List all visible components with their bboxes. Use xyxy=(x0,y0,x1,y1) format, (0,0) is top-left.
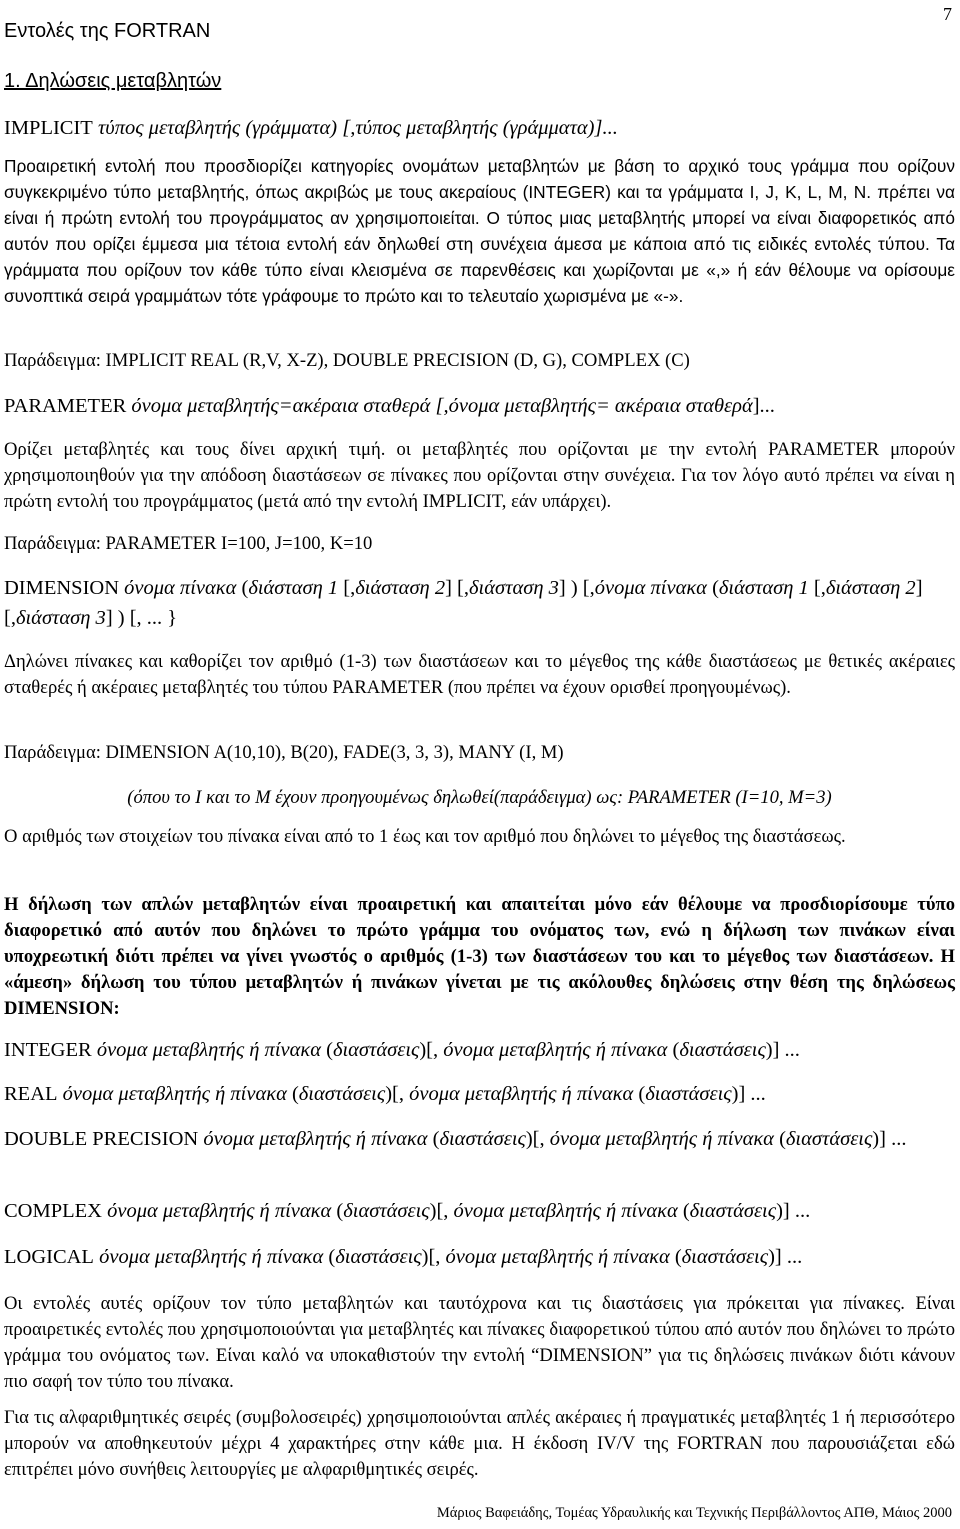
implicit-desc-b: πρέπει να είναι ή πρώτη εντολή του προγράμματος αν χρησιμοποιείται. xyxy=(4,182,955,228)
parameter-description xyxy=(4,437,955,515)
double-precision-syntax-5: όνομα μεταβλητής ή πίνακα xyxy=(549,1128,774,1150)
complex-syntax-8: )] ... xyxy=(776,1200,811,1222)
real-syntax-5: όνομα μεταβλητής ή πίνακα xyxy=(409,1083,634,1105)
dimension-syntax-8: ] ) [, xyxy=(558,577,595,599)
logical-syntax-3: διαστάσεις xyxy=(335,1246,422,1268)
implicit-syntax-text: τύπος μεταβλητής (γράμματα) [,τύπος μεταβλητής (γράμματα)]... xyxy=(92,117,618,139)
dimension-syntax-5: διάσταση 2 xyxy=(355,577,446,599)
real-syntax xyxy=(4,1079,955,1109)
integer-syntax-7: διαστάσεις xyxy=(679,1039,766,1061)
parameter-desc-a: Ορίζει μεταβλητές και τους δίνει αρχική τιμή. οι μεταβλητές που ορίζονται με την εντολή PARAMETER μπορούν χρησιμοποιηθούν για την απόδοση διαστάσεων σε πίνακες που ορίζονται στην συνέχεια. xyxy=(4,439,955,486)
parameter-syntax-1: όνομα μεταβλητής xyxy=(126,395,279,417)
logical-syntax-5: όνομα μεταβλητής ή πίνακα xyxy=(445,1246,670,1268)
parameter-keyword: PARAMETER xyxy=(4,395,127,417)
page-header-title: Εντολές της FORTRAN xyxy=(4,20,211,42)
integer-syntax-1: όνομα μεταβλητής ή πίνακα xyxy=(91,1039,321,1061)
complex-syntax xyxy=(4,1196,955,1226)
page-number: 7 xyxy=(943,4,952,24)
double-precision-syntax-8: )] ... xyxy=(872,1128,907,1150)
integer-keyword: INTEGER xyxy=(4,1039,92,1061)
logical-syntax-7: διαστάσεις xyxy=(681,1246,769,1268)
integer-syntax-4: )[, xyxy=(419,1039,444,1061)
logical-syntax-8: )] ... xyxy=(768,1246,803,1268)
parameter-syntax xyxy=(4,391,955,421)
real-syntax-3: διαστάσεις xyxy=(298,1083,386,1105)
dimension-example: Παράδειγμα: DIMENSION A(10,10), B(20), FADE(3, 3, 3), MANY (I, M) xyxy=(4,742,564,763)
implicit-desc-c: Ο τύπος μιας μεταβλητής μπορεί να είναι διαφορετικός από αυτόν που ορίζει έμμεσα μια τέτοια εντολή εάν δηλωθεί στη συνέχεια άμεσα με κάποια από τις ειδικές εντολές τύπου. xyxy=(4,208,956,254)
real-keyword: REAL xyxy=(4,1083,58,1105)
implicit-desc-a: Προαιρετική εντολή που προσδιορίζει κατηγορίες ονομάτων μεταβλητών με βάση το αρχικό τους γράμμα που ορίζουν συγκεκριμένο τύπο μεταβλητής, όπως ακριβώς με τους ακεραίους (INTEGER) και τα γράμματα I, J, K, L, M, N. xyxy=(4,156,955,202)
strings-description: Για τις αλφαριθμητικές σειρές (συμβολοσειρές) χρησιμοποιούνται απλές ακέραιες ή πραγματικές μεταβλητές 1 ή περισσότερο μπορούν να αποθηκευτούν μέχρι 4 χαρακτήρες στην κάθε μια. Η έκδοση IV/V της FORTRAN που παρουσιάζεται εδώ επιτρέπει μόνο συνήθεις λειτουργίες με αλφαριθμητικές σειρές. xyxy=(4,1407,955,1480)
implicit-keyword: IMPLICIT xyxy=(4,117,93,139)
dimension-syntax-12: [, xyxy=(808,577,826,599)
dimension-syntax-2: ( xyxy=(236,577,249,599)
types-description: Οι εντολές αυτές ορίζουν τον τύπο μεταβλητών και ταυτόχρονα και τις διαστάσεις για πρόκειται για πίνακες. Είναι προαιρετικές εντολές που χρησιμοποιούνται για μεταβλητές και πίνακες διαφορετικού τύπου από αυτόν που δηλώνει το πρώτο γράμμα του ονόματος των. Είναι καλό να υποκαθιστούν την εντολή “DIMENSION” για τις δηλώσεις πινάκων διότι κάνουν πιο σαφή τον τύπο του πίνακα. xyxy=(4,1293,955,1392)
real-syntax-4: )[, xyxy=(385,1083,410,1105)
integer-syntax-5: όνομα μεταβλητής ή πίνακα xyxy=(443,1039,668,1061)
implicit-desc-d: Τα γράμματα που ορίζουν τον κάθε τύπο είναι κλεισμένα σε παρενθέσεις και χωρίζονται με «,» ή εάν θέλουμε να ορίσουμε συνοπτικά σειρά γραμμάτων τότε γράφουμε το πρώτο και το τελευταίο χωρισμένα με «-». xyxy=(4,234,955,306)
double-precision-syntax-6: ( xyxy=(773,1128,786,1150)
parameter-syntax-4: = ακέραια σταθερά xyxy=(595,395,753,417)
dimension-keyword: DIMENSION xyxy=(4,577,120,599)
integer-syntax-3: διαστάσεις xyxy=(332,1039,420,1061)
complex-syntax-5: όνομα μεταβλητής ή πίνακα xyxy=(453,1200,678,1222)
parameter-desc-b: Για τον λόγο αυτό πρέπει να είναι η πρώτη εντολή του προγράμματος (μετά από την εντολή IMPLICIT, εάν υπάρχει). xyxy=(4,465,955,512)
section-heading: 1. Δηλώσεις μεταβλητών xyxy=(4,70,222,92)
complex-syntax-1: όνομα μεταβλητής ή πίνακα xyxy=(101,1200,332,1222)
dimension-syntax-16: ] ) [, ... } xyxy=(105,607,178,629)
implicit-syntax xyxy=(4,113,955,143)
integer-syntax-6: ( xyxy=(667,1039,680,1061)
dimension-description: Δηλώνει πίνακες και καθορίζει τον αριθμό (1-3) των διαστάσεων και το μέγεθος της κάθε διαστάσεως με θετικές ακέραιες σταθερές ή ακέραιες μεταβλητές του τύπου PARAMETER (που πρέπει να έχουν ορισθεί προηγουμένως). xyxy=(4,651,955,698)
double-precision-keyword: DOUBLE PRECISION xyxy=(4,1128,199,1150)
integer-syntax-2: ( xyxy=(320,1039,333,1061)
complex-syntax-6: ( xyxy=(677,1200,690,1222)
logical-syntax xyxy=(4,1242,955,1272)
double-precision-syntax-2: ( xyxy=(427,1128,440,1150)
parameter-example: Παράδειγμα: PARAMETER I=100, J=100, K=10 xyxy=(4,533,373,554)
logical-syntax-4: )[, xyxy=(421,1246,446,1268)
logical-syntax-2: ( xyxy=(323,1246,336,1268)
complex-syntax-2: ( xyxy=(331,1200,344,1222)
logical-syntax-6: ( xyxy=(669,1246,682,1268)
logical-syntax-1: όνομα μεταβλητής ή πίνακα xyxy=(93,1246,324,1268)
real-syntax-6: ( xyxy=(633,1083,646,1105)
implicit-description xyxy=(4,153,955,309)
double-precision-syntax-3: διαστάσεις xyxy=(439,1128,526,1150)
real-syntax-8: )] ... xyxy=(731,1083,766,1105)
dimension-syntax xyxy=(4,573,955,633)
double-precision-syntax xyxy=(4,1124,955,1154)
dimension-syntax-14: ] [, xyxy=(4,577,923,629)
logical-keyword: LOGICAL xyxy=(4,1246,94,1268)
dimension-count-text: Ο αριθμός των στοιχείων του πίνακα είναι από το 1 έως και τον αριθμό που δηλώνει το μέγεθος της διαστάσεως. xyxy=(4,826,846,847)
dimension-syntax-13: διάσταση 2 xyxy=(825,577,916,599)
parameter-syntax-3: όνομα μεταβλητής xyxy=(448,395,596,417)
real-syntax-7: διαστάσεις xyxy=(645,1083,732,1105)
integer-syntax xyxy=(4,1035,955,1065)
parameter-syntax-5: ]... xyxy=(752,395,775,417)
real-syntax-1: όνομα μεταβλητής ή πίνακα xyxy=(57,1083,287,1105)
dimension-syntax-9: όνομα πίνακα xyxy=(594,577,707,599)
dimension-syntax-4: [, xyxy=(338,577,356,599)
real-syntax-2: ( xyxy=(286,1083,299,1105)
declarations-bold-paragraph: Η δήλωση των απλών μεταβλητών είναι προαιρετική και απαιτείται μόνο εάν θέλουμε να προσδιορίσουμε τύπο διαφορετικό από αυτόν που δηλώνει το πρώτο γράμμα του ονόματος των, ενώ η δήλωση των πινάκων είναι υποχρεωτική διότι πρέπει να γίνει γνωστός ο αριθμός (1-3) των διαστάσεων του και το μέγεθος των διαστάσεων. Η «άμεση» δήλωση του τύπου μεταβλητών ή πινάκων γίνεται με τις ακόλουθες δηλώσεις στην θέση της δηλώσεως DIMENSION: xyxy=(4,894,955,1019)
double-precision-syntax-7: διαστάσεις xyxy=(785,1128,873,1150)
complex-syntax-7: διαστάσεις xyxy=(689,1200,777,1222)
double-precision-syntax-1: όνομα μεταβλητής ή πίνακα xyxy=(198,1128,428,1150)
complex-keyword: COMPLEX xyxy=(4,1200,102,1222)
dimension-syntax-1: όνομα πίνακα xyxy=(119,577,237,599)
integer-syntax-8: )] ... xyxy=(765,1039,800,1061)
dimension-note: (όπου το I και το M έχουν προηγουμένως δηλωθεί(παράδειγμα) ως: PARAMETER (I=10, M=3) xyxy=(127,787,832,808)
dimension-syntax-7: διάσταση 3 xyxy=(469,577,559,599)
page-footer: Μάριος Βαφειάδης, Τομέας Υδραυλικής και Τεχνικής Περιβάλλοντος ΑΠΘ, Μάιος 2000 xyxy=(436,1505,952,1521)
complex-syntax-3: διαστάσεις xyxy=(343,1200,430,1222)
dimension-syntax-10: ( xyxy=(706,577,719,599)
dimension-syntax-6: ] [, xyxy=(445,577,470,599)
dimension-syntax-11: διάσταση 1 xyxy=(718,577,809,599)
parameter-syntax-2: =ακέραια σταθερά [, xyxy=(278,395,449,417)
complex-syntax-4: )[, xyxy=(429,1200,454,1222)
implicit-example: Παράδειγμα: IMPLICIT REAL (R,V, X-Z), DOUBLE PRECISION (D, G), COMPLEX (C) xyxy=(4,350,690,371)
dimension-syntax-3: διάσταση 1 xyxy=(248,577,339,599)
double-precision-syntax-4: )[, xyxy=(525,1128,550,1150)
dimension-syntax-15: διάσταση 3 xyxy=(15,607,106,629)
